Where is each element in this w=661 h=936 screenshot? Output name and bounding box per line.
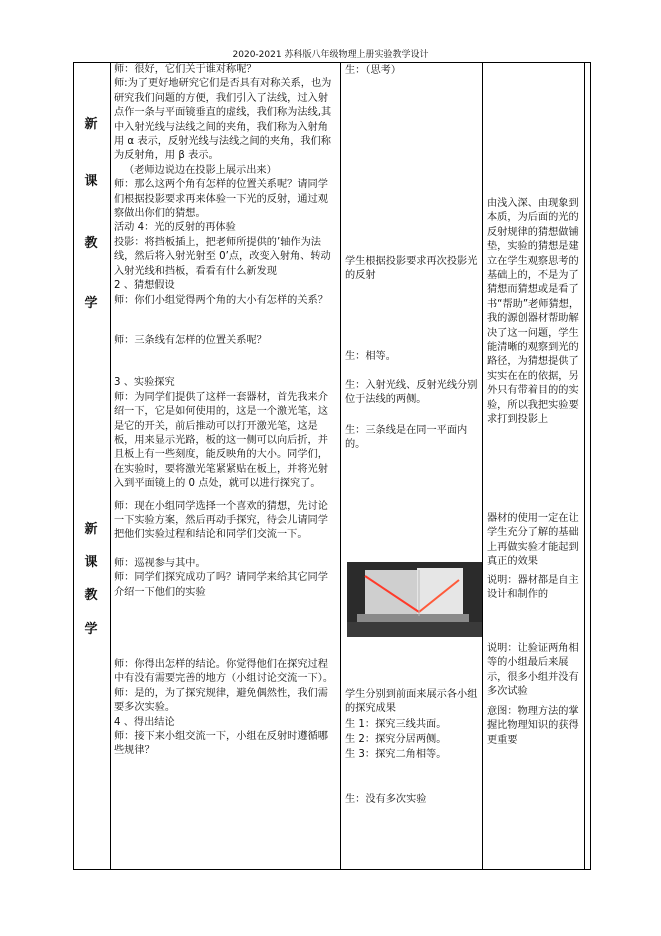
- intent-line: 说明：让验证两角相等的小组最后来展示，很多小组并没有多次试验: [487, 643, 579, 698]
- teacher-line: 师：巡视参与其中。: [114, 557, 206, 569]
- side-char: 新: [84, 522, 98, 537]
- student-line: 生：没有多次实验: [345, 794, 427, 805]
- student-line: 生：三条线是在同一平面内的。: [345, 425, 468, 451]
- table-bottom-border: [73, 869, 590, 870]
- column-divider-3: [482, 62, 483, 870]
- laser-experiment-illustration: [347, 562, 482, 637]
- teacher-column: [114, 63, 338, 759]
- teacher-line: [114, 348, 338, 376]
- teacher-line: 师：三条线有怎样的位置关系呢？: [114, 334, 267, 346]
- intent-line: 器材的使用一定在让学生充分了解的基础上再做实验才能起到真正的效果: [487, 513, 579, 568]
- teacher-line: 师:为了更好地研究它们是否具有对称关系，也为研究我们问题的方便，我们引入了法线，过入射点作一条与平面镜垂直的虚线，我们称为法线,其中入射光线与法线之间的夹角，我们称为入射角用 α 表示，反射光线与法线之间的夹角，我们称为反射角，用 β 表示。: [114, 78, 332, 162]
- student-line: 生 2：探究分居两侧。: [345, 734, 447, 745]
- side-char: 新: [84, 117, 98, 132]
- laser-experiment-photo: [347, 562, 482, 637]
- student-line: 学生分别到前面来展示各小组的探究成果: [345, 689, 478, 715]
- teacher-line: 师：为同学们提供了这样一套器材，首先我来介绍一下，它是如何使用的，这是一个激光笔，这是它的开关，前后推动可以打开激光笔，这是板，用来显示光路，板的这一侧可以向后折，并且板上有一些刻度，能反映角的大小。同学们，在实验时，要将激光笔紧紧贴在板上，并将光射入到平面镜上的 0 点处，就可以进行探究了。: [114, 391, 328, 490]
- student-line: 生：相等。: [345, 351, 396, 362]
- student-line: 学生根据投影要求再次投影光的反射: [345, 256, 478, 282]
- teacher-line: 师：现在小组同学选择一个喜欢的猜想，先讨论一下实验方案，然后再动手探究，待会儿请同学把他们实验过程和结论和同学们交流一下。: [114, 500, 328, 541]
- teacher-line: 师：接下来小组交流一下，小组在反射时遵循哪些规律？: [114, 731, 328, 757]
- column-divider-2: [340, 62, 341, 870]
- table-left-border: [73, 62, 74, 870]
- intent-line: 意图：物理方法的掌握比物理知识的获得更重要: [487, 706, 579, 746]
- teacher-line: （老师边说边在投影上展示出来）: [124, 164, 277, 176]
- side-label-new-lesson-2: [82, 518, 100, 637]
- teacher-line: 活动 4：光的反射的再体验: [114, 222, 236, 234]
- side-char: 学: [84, 622, 98, 637]
- teacher-line: 4 、得出结论: [114, 716, 175, 728]
- side-char: 教: [84, 236, 98, 251]
- student-line: 生 1：探究三线共面。: [345, 719, 447, 730]
- side-char: 课: [84, 174, 98, 189]
- teacher-line: 师：是的，为了探究规律，避免偶然性，我们需要多次实验。: [114, 687, 328, 714]
- teacher-line: 师：很好，它们关于谁对称呢？: [114, 64, 257, 75]
- teacher-line: 师：你得出怎样的结论。你觉得他们在探究过程中有没有需要完善的地方（小组讨论交流一下）。: [114, 659, 334, 685]
- student-line: 生：（思考）: [345, 65, 402, 76]
- side-char: 课: [84, 555, 98, 570]
- teacher-line: [114, 543, 338, 557]
- side-char: 教: [84, 588, 98, 603]
- column-divider-1: [110, 62, 111, 870]
- student-line: 生 3：探究二角相等。: [345, 749, 447, 760]
- teacher-line: 师：同学们探究成功了吗？请同学来给其它同学介绍一下他们的实验: [114, 572, 328, 598]
- page-header: 2020-2021 苏科版八年级物理上册实验教学设计: [232, 50, 429, 60]
- teacher-line: 3 、实验探究: [114, 377, 175, 389]
- intent-line: 由浅入深、由现象到本质，为后面的光的反射规律的猜想做铺垫，实验的猜想是建立在学生观察思考的基础上的，不是为了猜想而猜想或是看了书“帮助”老师猜想，我的源创器材帮助解决了这一问题，学生能清晰的观察到光的路径，为猜想提供了实实在在的依据，另外只有带着目的的实验，所以我把实验要求打到投影上: [487, 198, 580, 426]
- side-label-new-lesson-1: [82, 113, 100, 311]
- teacher-line: [114, 600, 338, 658]
- column-divider-4: [584, 62, 585, 870]
- teacher-line: 师：那么这两个角有怎样的位置关系呢？请同学们根据投影要求再来体验一下光的反射，通过观察做出你们的猜想。: [114, 179, 328, 220]
- teacher-line: 2 、猜想假设: [114, 280, 175, 292]
- teacher-line: [114, 308, 338, 334]
- teacher-line: 师：你们小组觉得两个角的大小有怎样的关系？: [114, 294, 328, 306]
- teacher-line: 投影：将挡板插上，把老师所提供的’轴作为法线，然后将入射光射至 0’点，改变入射角、转动入射光线和挡板，看看有什么新发现: [114, 236, 331, 277]
- table-right-border: [590, 62, 591, 870]
- teacher-line: [114, 492, 338, 500]
- intent-line: 说明：器材都是自主设计和制作的: [487, 575, 579, 601]
- side-char: 学: [84, 296, 98, 311]
- student-line: 生：入射光线、反射光线分别位于法线的两侧。: [345, 380, 478, 406]
